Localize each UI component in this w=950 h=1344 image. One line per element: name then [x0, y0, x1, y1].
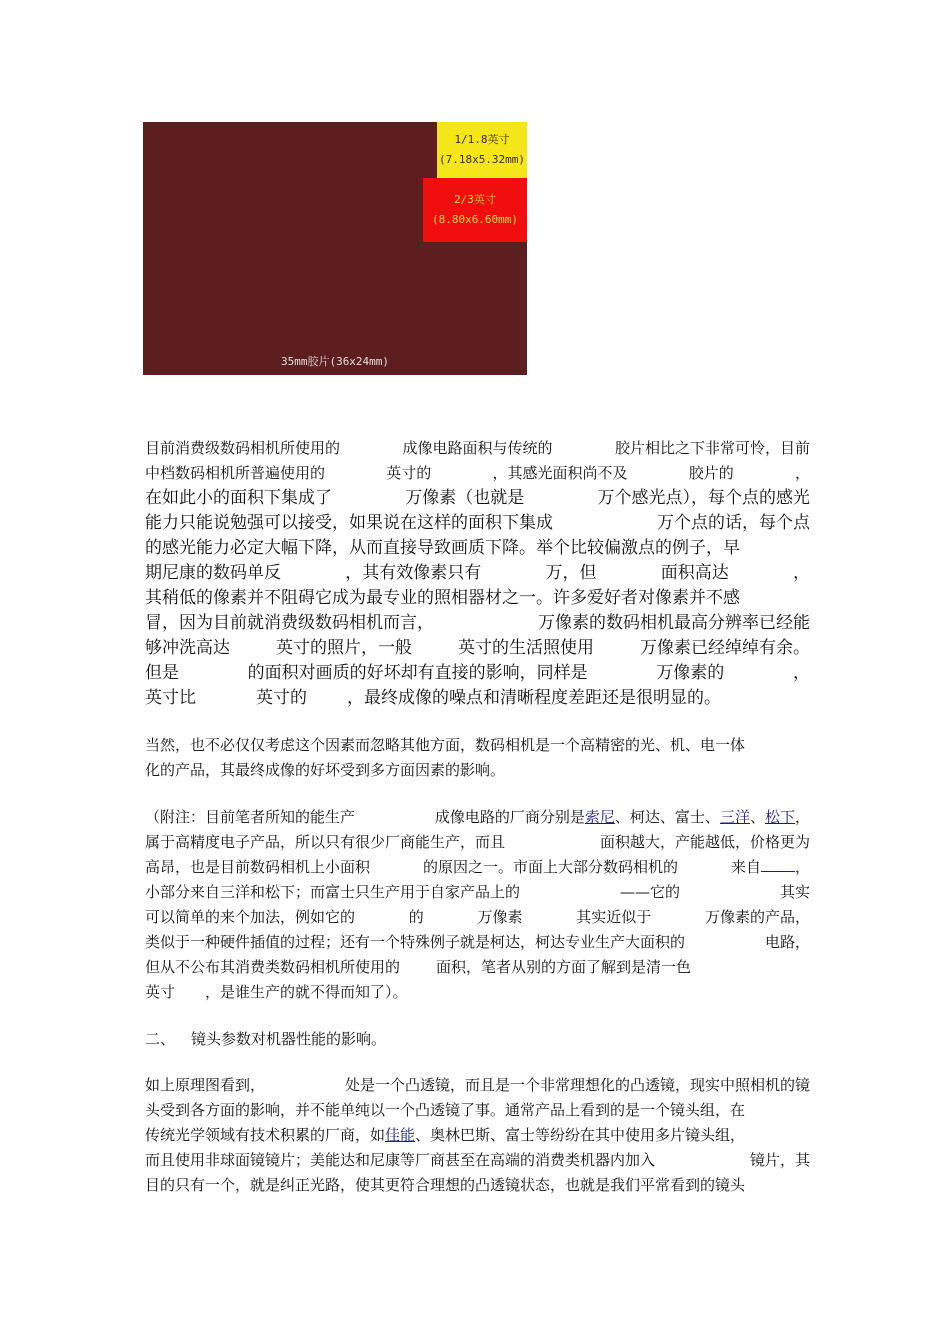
text-run: 英寸的 — [256, 688, 307, 708]
text-run: 但从不公布其消费类数码相机所使用的 — [145, 958, 401, 976]
text-run: 的感光能力必定大幅下降，从而直接导致画质下降。举个比较偏激点的例子，早 — [145, 538, 740, 558]
text-line — [145, 1027, 810, 1052]
text-run: 万像素的 — [656, 663, 725, 683]
text-run: 万像素的产品， — [704, 908, 810, 926]
text-run: 万像素（也就是 — [405, 488, 525, 508]
text-run: 英寸比 — [145, 688, 196, 708]
text-run: 的面积对画质的好坏却有直接的影响，同样是 — [247, 663, 588, 683]
text-run: 化的产品，其最终成像的好坏受到多方面因素的影响。 — [145, 761, 506, 779]
section-number: 二、 — [145, 1030, 176, 1048]
text-run: 目前消费级数码相机所使用的 — [145, 439, 341, 457]
text-line — [145, 905, 810, 930]
text-line — [145, 1073, 810, 1098]
text-run: 处是一个凸透镜，而且是一个非常理想化的凸透镜，现实中照相机的镜 — [344, 1076, 810, 1094]
text-line — [145, 661, 810, 686]
text-run: 胶片相比之下非常可怜，目前 — [614, 439, 810, 457]
text-run: 英寸的照片，一般 — [276, 638, 412, 658]
text-line — [145, 1098, 810, 1123]
text-line — [145, 805, 810, 830]
text-run: 当然，也不必仅仅考虑这个因素而忽略其他方面，数码相机是一个高精密的光、机、电一体 — [145, 736, 746, 754]
text-line — [145, 955, 810, 980]
text-line — [145, 636, 810, 661]
link-canon[interactable]: 佳能 — [385, 1126, 416, 1144]
sensor-1-1.8-box — [437, 122, 527, 178]
text-run: 但是 — [145, 663, 179, 683]
text-run: 的 — [408, 908, 424, 926]
text-line — [145, 536, 810, 561]
text-run: 头受到各方面的影响，并不能单纯以一个凸透镜了事。通常产品上看到的是一个镜头组，在 — [145, 1101, 746, 1119]
text-run: 中档数码相机所普遍使用的 — [145, 464, 326, 482]
text-run: ， — [793, 563, 810, 583]
text-run: 期尼康的数码单反 — [145, 563, 281, 583]
text-run: 面积高达 — [660, 563, 729, 583]
text-run: 在如此小的面积下集成了 — [145, 488, 332, 508]
text-run: ， — [794, 464, 810, 482]
text-run: 胶片的 — [688, 464, 734, 482]
text-run: 面积越大，产能越低，价格更为 — [599, 833, 810, 851]
text-run: 万像素已经绰绰有余。 — [640, 638, 810, 658]
text-line — [145, 980, 810, 1005]
sensor-mid-label: 2/3英寸 — [454, 193, 496, 206]
text-run: 英寸 — [145, 983, 176, 1001]
link-sony[interactable]: 索尼 — [584, 808, 615, 826]
text-line — [145, 561, 810, 586]
paragraph-3 — [145, 805, 810, 1005]
text-run: 成像电路面积与传统的 — [402, 439, 553, 457]
text-run: ，是谁生产的就不得而知了）。 — [205, 983, 408, 1001]
text-line — [145, 830, 810, 855]
text-run: 成像电路的厂商分别是 — [434, 808, 585, 826]
paragraph-1 — [145, 436, 810, 711]
text-line — [145, 733, 810, 758]
text-run: 万，但 — [545, 563, 597, 583]
text-run: 万像素 — [477, 908, 523, 926]
text-run: 能力只能说勉强可以接受，如果说在这样的面积下集成 — [145, 513, 553, 533]
section-title: 镜头参数对机器性能的影响。 — [191, 1030, 387, 1048]
text-line — [145, 461, 810, 486]
text-line — [145, 486, 810, 511]
text-line — [145, 855, 810, 880]
text-run: 面积，笔者从别的方面了解到是清一色 — [436, 958, 692, 976]
text-run — [435, 805, 810, 830]
text-run: 、柯达、富士、 — [614, 808, 720, 826]
text-line — [145, 758, 810, 783]
text-run: 如上原理图看到， — [145, 1076, 266, 1094]
text-run: 的原因之一。市面上大部分数码相机的 — [422, 858, 678, 876]
text-run: 而且使用非球面镜镜片；美能达和尼康等厂商甚至在高端的消费类机器内加入 — [145, 1151, 656, 1169]
text-run: 其稍低的像素并不阻碍它成为最专业的照相器材之一。许多爱好者对像素并不感 — [145, 588, 740, 608]
text-line — [145, 1148, 810, 1173]
text-run: ，最终成像的噪点和清晰程度差距还是很明显的。 — [347, 688, 721, 708]
text-run: 冒，因为目前就消费级数码相机而言， — [145, 613, 434, 633]
text-run: ，其感光面积尚不及 — [492, 464, 628, 482]
sensor-small-label: 1/1.8英寸 — [454, 133, 510, 146]
text-run: 、奥林巴斯、富士等纷纷在其中使用多片镜头组， — [415, 1126, 746, 1144]
text-run: 类似于一种硬件插值的过程；还有一个特殊例子就是柯达，柯达专业生产大面积的 — [145, 933, 686, 951]
film-label: 35mm胶片(36x24mm) — [280, 355, 390, 368]
section-heading — [145, 1027, 810, 1052]
text-run: ——它的 — [619, 883, 680, 901]
text-run: ， — [794, 858, 810, 876]
sensor-small-size: (7.18x5.32mm) — [438, 153, 526, 166]
link-sanyo[interactable]: 三洋 — [719, 808, 750, 826]
text-run: 英寸的 — [386, 464, 432, 482]
text-run: 万像素的数码相机最高分辨率已经能 — [538, 613, 810, 633]
text-run: 万个点的话，每个点 — [657, 513, 810, 533]
sensor-2-3-box — [423, 178, 527, 242]
text-run: 其实 — [779, 883, 810, 901]
text-line — [145, 930, 810, 955]
text-run: 够冲洗高达 — [145, 638, 230, 658]
text-run: 、 — [749, 808, 765, 826]
text-run: ， — [794, 808, 810, 826]
text-run: 万个感光点），每个点的感光 — [597, 488, 810, 508]
text-run: 可以简单的来个加法，例如它的 — [145, 908, 356, 926]
text-line — [145, 686, 810, 711]
text-run: 高昂，也是目前数码相机上小面积 — [145, 858, 371, 876]
text-run: （附注：目前笔者所知的能生产 — [145, 808, 356, 826]
link-blank[interactable] — [761, 857, 795, 872]
text-run: 属于高精度电子产品，所以只有很少厂商能生产，而且 — [145, 833, 506, 851]
text-run: 电路， — [764, 933, 810, 951]
text-run: 传统光学领域有技术积累的厂商，如 — [145, 1126, 386, 1144]
text-run: 其实近似于 — [576, 908, 652, 926]
text-run: 来自 — [730, 858, 761, 876]
text-run: 目的只有一个，就是纠正光路，使其更符合理想的凸透镜状态，也就是我们平常看到的镜头 — [145, 1176, 746, 1194]
text-run: ，其有效像素只有 — [345, 563, 482, 583]
paragraph-5 — [145, 1073, 810, 1198]
sensor-mid-size: (8.80x6.60mm) — [431, 213, 519, 226]
text-line — [145, 1173, 810, 1198]
text-run: 小部分来自三洋和松下；而富士只生产用于自家产品上的 — [145, 883, 521, 901]
text-run: 镜片，其 — [749, 1151, 810, 1169]
text-run — [731, 855, 810, 880]
sensor-size-figure — [143, 122, 527, 375]
text-line — [145, 611, 810, 636]
text-run: ， — [792, 663, 810, 683]
paragraph-2 — [145, 733, 810, 783]
text-line — [145, 436, 810, 461]
text-line — [145, 586, 810, 611]
text-line — [145, 1123, 810, 1148]
text-run: 英寸的生活照使用 — [458, 638, 594, 658]
text-line — [145, 511, 810, 536]
link-panasonic[interactable]: 松下 — [764, 808, 795, 826]
text-line — [145, 880, 810, 905]
